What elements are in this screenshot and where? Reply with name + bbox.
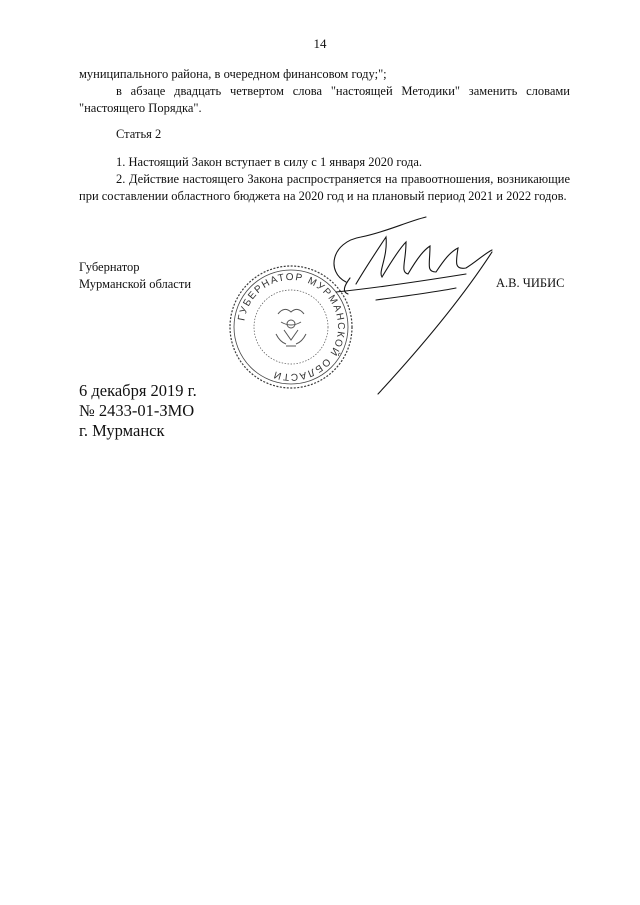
handwritten-signature bbox=[316, 212, 516, 402]
article-item-1: 1. Настоящий Закон вступает в силу с 1 января 2020 года. bbox=[116, 155, 423, 169]
signatory-position bbox=[79, 259, 191, 293]
article-item-2: 2. Действие настоящего Закона распространяется на правоотношения, возникающие при составлении областного бюджета на 2020 год и на плановый период 2021 и 2022 годов. bbox=[79, 172, 570, 203]
signatory-position-line-1: Губернатор bbox=[79, 260, 140, 274]
law-number: № 2433-01-ЗМО bbox=[79, 401, 195, 420]
signatory-name: А.В. ЧИБИС bbox=[496, 276, 565, 290]
stamp-ring-text: ГУБЕРНАТОР МУРМАНСКОЙ ОБЛАСТИ bbox=[236, 271, 347, 383]
paragraph-amendment: в абзаце двадцать четвертом слова "настоящей Методики" заменить словами "настоящего Порядка". bbox=[79, 84, 570, 115]
page-number: 14 bbox=[313, 36, 327, 51]
paragraph-continuation: муниципального района, в очередном финансовом году;"; bbox=[79, 67, 387, 81]
signing-date: 6 декабря 2019 г. bbox=[79, 381, 197, 400]
signing-city: г. Мурманск bbox=[79, 421, 165, 440]
article-title: Статья 2 bbox=[116, 127, 162, 141]
document-footer bbox=[79, 381, 197, 441]
stamp-emblem-icon bbox=[276, 309, 306, 346]
signatory-position-line-2: Мурманской области bbox=[79, 277, 192, 291]
